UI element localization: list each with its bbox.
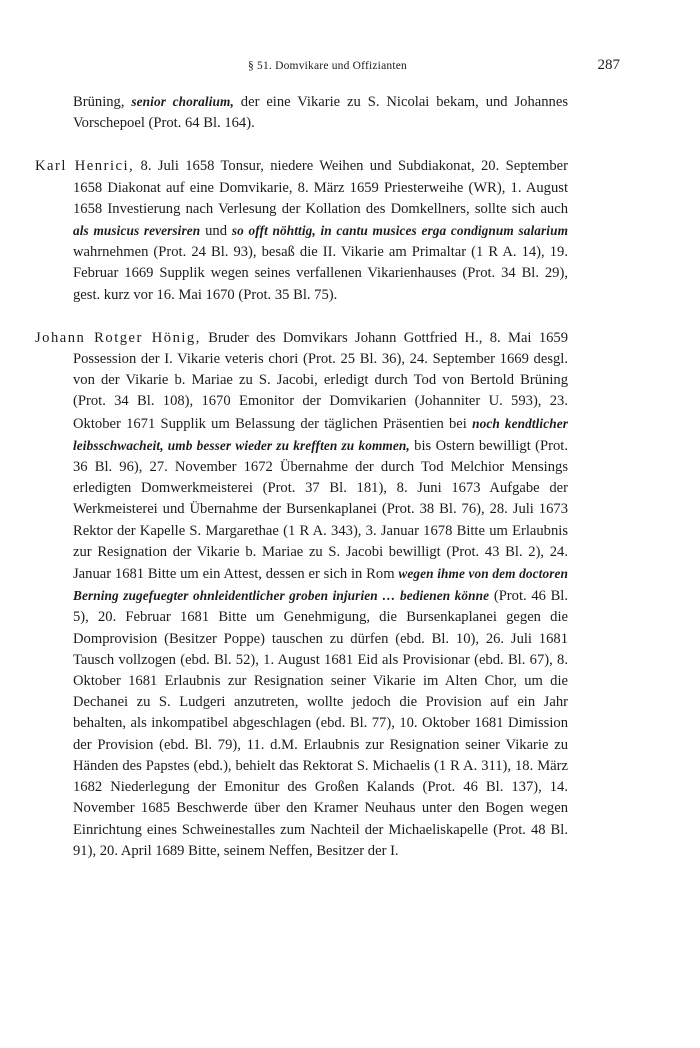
entry-karl-henrici [35,156,568,305]
latin-phrase: so offt nöhttig, in cantu musices erga condignum salarium [231,223,569,239]
latin-phrase: als musicus reversiren [73,223,201,239]
entry-name: Johann Rotger Hönig, [35,329,201,346]
page-number: 287 [597,57,620,73]
entry-text: bis Ostern bewilligt (Prot. 36 Bl. 96), 27. November 1672 Übernahme der durch Tod Melchior Mensings erledigten Domwerkmeisterei (Prot. 37 Bl. 181), 8. Juni 1673 Aufgabe der Werkmeisterei und Übernahme der Bursenkaplanei (Prot. 38 Bl. 76), 28. Juli 1673 Rektor der Kapelle S. Margarethae (1 R A. 343), 3. Januar 1678 Bitte um Erlaubnis zur Resignation der Vikarie b. Mariae zu S. Jacobi bewilligt (Prot. 43 Bl. 2), 24. Januar 1681 Bitte um ein Attest, dessen er sich in Rom [73,437,568,583]
entry-text: und [200,223,232,240]
running-head: § 51. Domvikare und Offizianten [248,60,407,72]
entry-continued [35,91,568,134]
latin-phrase: senior choralium, [131,94,234,109]
entry-text: wahrnehmen (Prot. 24 Bl. 93), besaß die II. Vikarie am Primaltar (1 R A. 14), 19. Februar 1669 Supplik wegen seines verfallenen Vikarienhauses (Prot. 34 Bl. 29), gest. kurz vor 16. Mai 1670 (Prot. 35 Bl. 75). [73,244,568,303]
entry-text: Bruder des Domvikars Johann Gottfried H., 8. Mai 1659 Possession der I. Vikarie veteris chori (Prot. 25 Bl. 36), 24. September 1669 desgl. von der Vikarie b. Mariae zu S. Jacobi, erledigt durch Tod von Bertold Brüning (Prot. 34 Bl. 108), 1670 Emonitor der Domvikarien (Johanniter U. 593), 23. Oktober 1671 Supplik um Belassung der täglichen Präsentien bei [73,329,569,432]
entry-text: (Prot. 46 Bl. 5), 20. Februar 1681 Bitte um Genehmigung, die Bursenkaplanei gegen die Domprovision (Besitzer Poppe) tauschen zu dürfen (ebd. Bl. 10), 26. Juli 1681 Tausch vollzogen (ebd. Bl. 52), 1. August 1681 Eid als Provisionar (ebd. Bl. 67), 8. Oktober 1681 Erlaubnis zur Resignation seiner Vikarie im Alten Chor, um die Dechanei zu S. Ludgeri anzutreten, wollte jedoch die Provision auf ein Jahr behalten, als inkompatibel abgeschlagen (ebd. Bl. 77), 10. Oktober 1681 Dimission der Provision (ebd. Bl. 79), 11. d.M. Erlaubnis zur Resignation seiner Vikarie zu Händen des Papstes (ebd.), behielt das Rektorat S. Michaelis (1 R A. 311), 18. März 1682 Niederlegung der Emonitur des Großen Kalands (Prot. 46 Bl. 137), 14. November 1685 Beschwerde über den Kramer Neuhaus unter den Bogen wegen Einrichtung eines Schweinestalles zum Nachteil der Michaeliskapelle (Prot. 48 Bl. 91), 20. April 1689 Bitte, seinem Neffen, Besitzer der I. [73,588,568,859]
entry-text: der eine Vikarie zu S. Nicolai bekam, und Johannes Vorschepoel (Prot. 64 Bl. 164). [73,94,568,132]
quoted-phrase: wegen ihme von dem doctoren Berning zugefuegter ohnleidentlicher groben injurien … bedienen könne [73,566,568,604]
entry-text: 8. Juli 1658 Tonsur, niedere Weihen und Subdiakonat, 20. September 1658 Diakonat auf eine Domvikarie, 8. März 1659 Priesterweihe (WR), 1. August 1658 Investierung nach Verlesung der Kollation des Domkellners, sollte sich auch [73,158,568,217]
entry-name: Karl Henrici, [35,158,135,175]
entry-text: Brüning, [73,94,132,110]
body-text [35,91,568,862]
page-header [35,57,620,80]
entry-johann-rotger-hoenig [35,328,568,862]
quoted-phrase: noch kendtlicher leibsschwacheit, umb besser wieder zu krefften zu kommen, [73,415,568,453]
